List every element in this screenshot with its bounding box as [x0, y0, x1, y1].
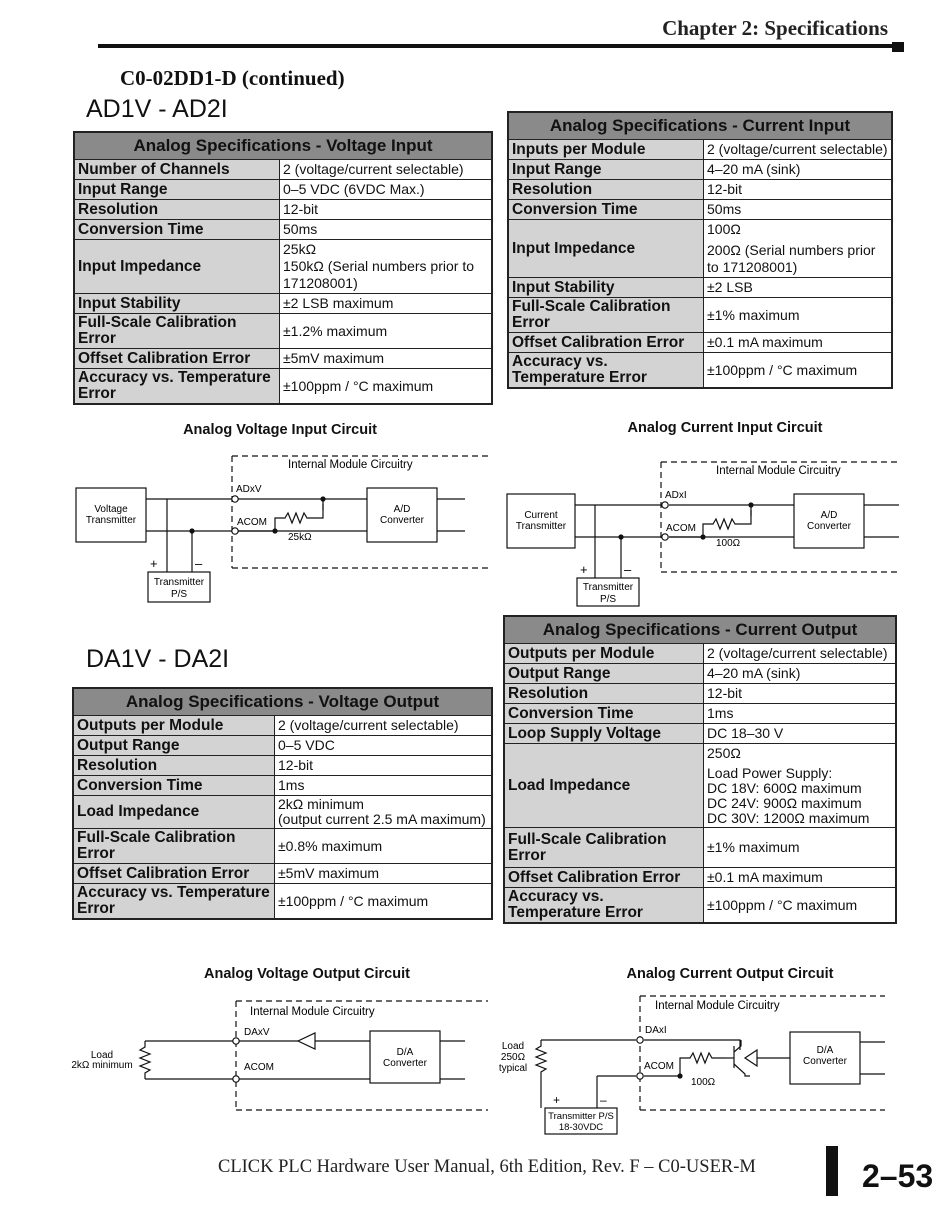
table-row — [508, 140, 892, 160]
spec-key: Input Range — [508, 160, 704, 180]
current-output-circuit-diagram — [495, 990, 890, 1135]
minus-label: – — [624, 562, 632, 577]
spec-value: ±100ppm / °C maximum — [704, 888, 897, 924]
current-input-circuit-title: Analog Current Input Circuit — [627, 420, 823, 436]
spec-key: Load Impedance — [73, 796, 275, 829]
table-row — [504, 704, 896, 724]
spec-value-line: DC 24V: 900Ω maximum — [707, 795, 862, 811]
table-row — [504, 868, 896, 888]
spec-key: Offset Calibration Error — [74, 349, 280, 369]
spec-value: 2 (voltage/current selectable) — [275, 716, 493, 736]
spec-value: ±0.1 mA maximum — [704, 333, 893, 353]
table-row — [508, 298, 892, 333]
terminal-daxi — [637, 1037, 643, 1043]
spec-key: Number of Channels — [74, 160, 280, 180]
spec-value: 2 (voltage/current selectable) — [280, 160, 493, 180]
spec-value — [704, 220, 893, 278]
table-row — [508, 180, 892, 200]
spec-value-line: DC 30V: 1200Ω maximum — [707, 810, 870, 826]
terminal-label: ADxI — [665, 490, 687, 501]
spec-value-line: 2kΩ minimum — [278, 796, 364, 812]
resistor-label: 25kΩ — [288, 532, 312, 543]
table-row — [508, 220, 892, 278]
spec-value — [280, 240, 493, 294]
table-row — [508, 160, 892, 180]
spec-key: Full-Scale Calibration Error — [73, 829, 275, 864]
spec-key: Output Range — [73, 736, 275, 756]
table-row — [508, 200, 892, 220]
spec-value — [275, 796, 493, 829]
page-number: 2–53 — [862, 1158, 934, 1194]
footer-manual-title: CLICK PLC Hardware User Manual, 6th Edition, Rev. F – C0-USER-M — [218, 1157, 756, 1177]
spec-key: Offset Calibration Error — [73, 864, 275, 884]
table-row — [73, 796, 492, 829]
spec-value: ±2 LSB — [704, 278, 893, 298]
table-row — [504, 744, 896, 828]
spec-key: Input Impedance — [508, 220, 704, 278]
source-label: Transmitter — [515, 521, 567, 532]
current-output-spec-table — [503, 615, 897, 924]
table-title: Analog Specifications - Current Input — [508, 112, 892, 140]
spec-key: Input Impedance — [74, 240, 280, 294]
plus-label: + — [150, 556, 158, 571]
spec-key: Full-Scale Calibration Error — [74, 314, 280, 349]
spec-value: 4–20 mA (sink) — [704, 664, 897, 684]
spec-key: Accuracy vs. Temperature Error — [504, 888, 704, 924]
power-supply-label: P/S — [599, 594, 617, 605]
resistor-label: 100Ω — [691, 1077, 716, 1088]
spec-value-line: (output current 2.5 mA maximum) — [278, 811, 486, 827]
spec-value-line: 250Ω — [707, 745, 741, 761]
table-row — [73, 829, 492, 864]
model-title: C0-02DD1-D (continued) — [120, 66, 345, 90]
spec-key: Loop Supply Voltage — [504, 724, 704, 744]
minus-label: – — [600, 1093, 607, 1107]
spec-value: ±100ppm / °C maximum — [280, 369, 493, 405]
spec-key: Accuracy vs. Temperature Error — [73, 884, 275, 920]
junction-dot — [677, 1073, 682, 1078]
terminal-label: ACOM — [237, 517, 267, 528]
table-row — [74, 294, 492, 314]
spec-key: Resolution — [508, 180, 704, 200]
junction-dot — [748, 502, 753, 507]
table-row — [73, 756, 492, 776]
plus-label: + — [580, 562, 588, 577]
terminal-acom — [232, 528, 238, 534]
converter-label: Converter — [380, 515, 424, 526]
current-input-circuit-diagram — [503, 452, 903, 612]
table-row — [73, 736, 492, 756]
spec-value: 1ms — [275, 776, 493, 796]
table-row — [73, 864, 492, 884]
table-row — [74, 220, 492, 240]
table-row — [74, 160, 492, 180]
table-row — [74, 314, 492, 349]
terminal-acom — [233, 1076, 239, 1082]
power-supply-label: 18-30VDC — [558, 1122, 604, 1133]
current-output-circuit-title: Analog Current Output Circuit — [626, 966, 834, 982]
voltage-input-circuit-title: Analog Voltage Input Circuit — [183, 422, 377, 438]
table-row — [504, 888, 896, 924]
spec-value: ±1% maximum — [704, 828, 897, 868]
junction-dot — [272, 528, 277, 533]
power-supply-label: Transmitter P/S — [548, 1111, 614, 1122]
spec-value: ±5mV maximum — [275, 864, 493, 884]
header-rule — [98, 44, 893, 48]
spec-key: Resolution — [504, 684, 704, 704]
table-row — [73, 776, 492, 796]
plus-label: + — [553, 1093, 561, 1107]
spec-value: 2 (voltage/current selectable) — [704, 140, 893, 160]
spec-value: ±100ppm / °C maximum — [275, 884, 493, 920]
table-row — [504, 664, 896, 684]
spec-key: Full-Scale Calibration Error — [508, 298, 704, 333]
current-input-spec-table — [507, 111, 893, 389]
terminal-label: DAxV — [244, 1027, 270, 1038]
spec-value: ±2 LSB maximum — [280, 294, 493, 314]
terminal-label: ADxV — [236, 484, 262, 495]
table-title: Analog Specifications - Voltage Output — [73, 688, 492, 716]
table-title: Analog Specifications - Voltage Input — [74, 132, 492, 160]
terminal-acom — [662, 534, 668, 540]
footer-bar — [826, 1146, 838, 1196]
table-row — [504, 828, 896, 868]
spec-key: Conversion Time — [504, 704, 704, 724]
power-supply-label: Transmitter — [153, 577, 205, 588]
junction-dot — [189, 528, 194, 533]
load-label: 2kΩ minimum — [71, 1060, 133, 1071]
terminal-label: DAxI — [645, 1025, 667, 1036]
spec-value: 4–20 mA (sink) — [704, 160, 893, 180]
table-row — [504, 724, 896, 744]
table-row — [508, 353, 892, 389]
spec-value-line: DC 18V: 600Ω maximum — [707, 780, 862, 796]
spec-key: Input Stability — [508, 278, 704, 298]
terminal-adxi — [662, 502, 668, 508]
spec-value: 12-bit — [275, 756, 493, 776]
table-row — [508, 278, 892, 298]
table-row — [504, 644, 896, 664]
junction-dot — [618, 534, 623, 539]
spec-key: Resolution — [74, 200, 280, 220]
internal-circuitry-label: Internal Module Circuitry — [655, 1000, 780, 1012]
converter-label: D/A — [816, 1045, 834, 1056]
spec-value-line: 200Ω (Serial numbers prior to 171208001) — [707, 242, 876, 275]
converter-label: Converter — [803, 1056, 847, 1067]
load-label: 250Ω — [500, 1052, 526, 1063]
voltage-output-spec-table — [72, 687, 493, 920]
spec-value: ±1% maximum — [704, 298, 893, 333]
spec-key: Outputs per Module — [73, 716, 275, 736]
load-label: Load — [501, 1041, 525, 1052]
terminal-daxv — [233, 1038, 239, 1044]
terminal-adxv — [232, 496, 238, 502]
table-row — [504, 684, 896, 704]
spec-key: Conversion Time — [508, 200, 704, 220]
spec-key: Full-Scale Calibration Error — [504, 828, 704, 868]
converter-label: D/A — [396, 1047, 414, 1058]
table-row — [74, 240, 492, 294]
table-title: Analog Specifications - Current Output — [504, 616, 896, 644]
spec-value: DC 18–30 V — [704, 724, 897, 744]
source-label: Current — [524, 510, 558, 521]
spec-value: ±100ppm / °C maximum — [704, 353, 893, 389]
power-supply-label: Transmitter — [582, 582, 634, 593]
spec-key: Output Range — [504, 664, 704, 684]
spec-value: 12-bit — [704, 180, 893, 200]
spec-value — [704, 744, 897, 828]
input-section-heading: AD1V - AD2I — [86, 95, 228, 123]
spec-value-line: 150kΩ (Serial numbers prior to 171208001) — [283, 258, 474, 291]
table-row — [74, 349, 492, 369]
spec-value: 12-bit — [704, 684, 897, 704]
terminal-acom — [637, 1073, 643, 1079]
spec-value-line: 25kΩ — [283, 241, 317, 257]
power-supply-label: P/S — [170, 589, 188, 600]
spec-value: ±1.2% maximum — [280, 314, 493, 349]
spec-value-line: Load Power Supply: — [707, 765, 833, 781]
terminal-label: ACOM — [244, 1062, 274, 1073]
internal-circuitry-label: Internal Module Circuitry — [288, 459, 413, 471]
junction-dot — [320, 496, 325, 501]
converter-label: A/D — [820, 510, 838, 521]
load-label: typical — [498, 1063, 528, 1074]
converter-label: A/D — [393, 504, 411, 515]
voltage-output-circuit-title: Analog Voltage Output Circuit — [204, 966, 410, 982]
table-row — [74, 369, 492, 405]
spec-value: 0–5 VDC — [275, 736, 493, 756]
spec-key: Input Stability — [74, 294, 280, 314]
source-label: Voltage — [94, 504, 128, 515]
junction-dot — [700, 534, 705, 539]
spec-value: 0–5 VDC (6VDC Max.) — [280, 180, 493, 200]
table-row — [73, 716, 492, 736]
spec-key: Accuracy vs. Temperature Error — [508, 353, 704, 389]
spec-value: ±0.1 mA maximum — [704, 868, 897, 888]
table-row — [73, 884, 492, 920]
spec-key: Outputs per Module — [504, 644, 704, 664]
spec-key: Inputs per Module — [508, 140, 704, 160]
converter-label: Converter — [383, 1058, 427, 1069]
terminal-label: ACOM — [644, 1061, 674, 1072]
table-row — [74, 200, 492, 220]
terminal-label: ACOM — [666, 523, 696, 534]
table-row — [508, 333, 892, 353]
chapter-heading: Chapter 2: Specifications — [662, 16, 888, 40]
spec-value: 50ms — [704, 200, 893, 220]
spec-key: Conversion Time — [74, 220, 280, 240]
resistor-label: 100Ω — [716, 538, 741, 549]
spec-key: Accuracy vs. Temperature Error — [74, 369, 280, 405]
table-row — [74, 180, 492, 200]
spec-key: Resolution — [73, 756, 275, 776]
spec-value: ±5mV maximum — [280, 349, 493, 369]
spec-key: Input Range — [74, 180, 280, 200]
source-label: Transmitter — [85, 515, 137, 526]
internal-circuitry-label: Internal Module Circuitry — [250, 1006, 375, 1018]
voltage-input-circuit-diagram — [70, 448, 495, 608]
spec-key: Conversion Time — [73, 776, 275, 796]
header-rule-end — [892, 42, 904, 52]
voltage-input-spec-table — [73, 131, 493, 405]
load-label: Load — [90, 1050, 114, 1061]
spec-key: Offset Calibration Error — [508, 333, 704, 353]
spec-key: Load Impedance — [504, 744, 704, 828]
spec-value-line: 100Ω — [707, 221, 741, 237]
output-section-heading: DA1V - DA2I — [86, 645, 230, 673]
spec-value: 12-bit — [280, 200, 493, 220]
voltage-output-circuit-diagram — [60, 995, 495, 1115]
spec-value: 50ms — [280, 220, 493, 240]
spec-value: 2 (voltage/current selectable) — [704, 644, 897, 664]
spec-value: ±0.8% maximum — [275, 829, 493, 864]
minus-label: – — [195, 556, 203, 571]
spec-value: 1ms — [704, 704, 897, 724]
internal-circuitry-label: Internal Module Circuitry — [716, 465, 841, 477]
spec-key: Offset Calibration Error — [504, 868, 704, 888]
converter-label: Converter — [807, 521, 851, 532]
